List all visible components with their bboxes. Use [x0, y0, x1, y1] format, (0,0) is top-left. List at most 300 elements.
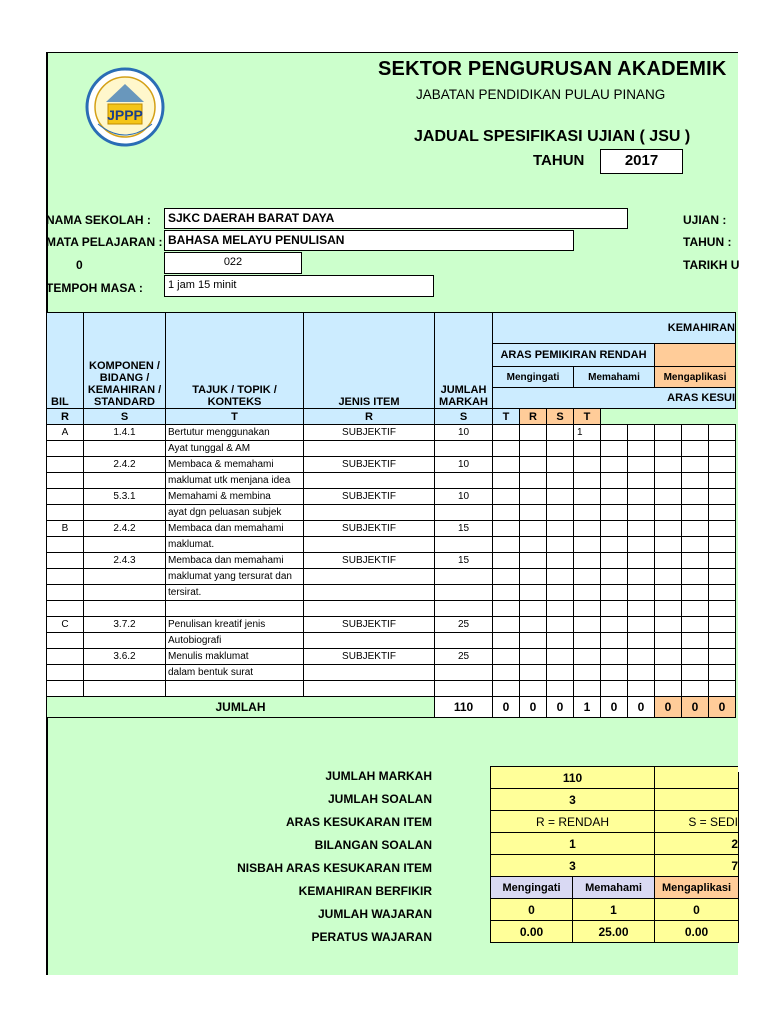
table-row	[47, 489, 736, 505]
rst-cell[interactable]	[709, 601, 736, 617]
jenis-item-cell[interactable]: SUBJEKTIF	[304, 553, 435, 569]
jenis-item-cell[interactable]: SUBJEKTIF	[304, 649, 435, 665]
rst-header-cell: T	[166, 409, 304, 425]
rst-cell[interactable]	[628, 633, 655, 649]
rst-cell[interactable]	[628, 569, 655, 585]
rst-cell[interactable]	[655, 505, 682, 521]
rst-cell[interactable]	[601, 681, 628, 697]
bil-rendah-value: 1	[491, 833, 655, 855]
tajuk-cell[interactable]: maklumat utk menjana idea	[166, 473, 304, 489]
rst-cell[interactable]	[601, 649, 628, 665]
rst-cell[interactable]	[682, 681, 709, 697]
rst-cell[interactable]	[520, 633, 547, 649]
rst-cell[interactable]	[709, 649, 736, 665]
right-year-label: TAHUN :	[683, 235, 732, 249]
rst-cell[interactable]	[601, 601, 628, 617]
markah-cell[interactable]	[435, 441, 493, 457]
rst-cell[interactable]	[655, 489, 682, 505]
bil-cell[interactable]: B	[47, 521, 84, 537]
rst-cell[interactable]	[493, 537, 520, 553]
rst-cell[interactable]	[520, 601, 547, 617]
summary-label: PERATUS WAJARAN	[311, 930, 432, 944]
rst-cell[interactable]	[655, 521, 682, 537]
rst-cell[interactable]	[682, 601, 709, 617]
rst-cell[interactable]	[601, 633, 628, 649]
standard-cell[interactable]	[84, 681, 166, 697]
rst-cell[interactable]	[655, 473, 682, 489]
table-row	[47, 553, 736, 569]
table-row	[47, 505, 736, 521]
peratus-mengingati: 0.00	[491, 921, 573, 943]
nisbah-sederhana-value: 7	[655, 855, 739, 877]
rst-cell[interactable]	[574, 457, 601, 473]
school-field[interactable]: SJKC DAERAH BARAT DAYA	[164, 208, 628, 229]
bil-cell[interactable]	[47, 489, 84, 505]
rst-cell[interactable]	[628, 649, 655, 665]
tajuk-cell[interactable]: Bertutur menggunakan	[166, 425, 304, 441]
jenis-item-cell[interactable]	[304, 681, 435, 697]
rst-cell[interactable]	[628, 441, 655, 457]
rst-cell[interactable]	[628, 457, 655, 473]
rst-cell[interactable]	[547, 569, 574, 585]
rst-cell[interactable]	[547, 457, 574, 473]
markah-cell[interactable]: 25	[435, 617, 493, 633]
tajuk-cell[interactable]: ayat dgn peluasan subjek	[166, 505, 304, 521]
rst-cell[interactable]	[547, 649, 574, 665]
bil-cell[interactable]	[47, 473, 84, 489]
kemahiran-header: KEMAHIRAN	[493, 313, 736, 344]
rst-cell[interactable]	[628, 425, 655, 441]
rst-cell[interactable]	[682, 569, 709, 585]
spec-table	[46, 312, 736, 718]
rst-cell[interactable]	[520, 553, 547, 569]
total-markah: 110	[435, 697, 493, 718]
rst-cell[interactable]	[547, 601, 574, 617]
tajuk-cell[interactable]: tersirat.	[166, 585, 304, 601]
rst-header-cell: R	[304, 409, 435, 425]
rst-cell[interactable]	[682, 537, 709, 553]
jenis-item-cell[interactable]	[304, 585, 435, 601]
markah-cell[interactable]	[435, 537, 493, 553]
bil-cell[interactable]	[47, 569, 84, 585]
rst-cell[interactable]	[493, 473, 520, 489]
table-row	[47, 681, 736, 697]
rst-cell[interactable]	[628, 665, 655, 681]
rst-cell[interactable]	[709, 457, 736, 473]
summary-label: JUMLAH WAJARAN	[318, 907, 432, 921]
rst-cell[interactable]	[655, 457, 682, 473]
rst-cell[interactable]	[682, 665, 709, 681]
rst-cell[interactable]	[628, 473, 655, 489]
rst-cell[interactable]	[520, 457, 547, 473]
aras-kesukaran-header: ARAS KESUI	[493, 388, 736, 409]
peratus-memahami: 25.00	[573, 921, 655, 943]
rst-cell[interactable]	[520, 665, 547, 681]
standard-cell[interactable]	[84, 633, 166, 649]
rst-cell[interactable]	[628, 553, 655, 569]
rst-cell[interactable]	[493, 489, 520, 505]
markah-cell[interactable]: 10	[435, 457, 493, 473]
standard-cell[interactable]: 3.7.2	[84, 617, 166, 633]
bil-cell[interactable]	[47, 457, 84, 473]
rst-cell[interactable]	[574, 585, 601, 601]
rst-cell[interactable]	[682, 617, 709, 633]
rst-cell[interactable]	[682, 553, 709, 569]
table-row	[47, 537, 736, 553]
rst-cell[interactable]	[601, 553, 628, 569]
rst-cell[interactable]	[601, 569, 628, 585]
rst-cell[interactable]	[628, 537, 655, 553]
rst-header-cell: T	[493, 409, 520, 425]
tajuk-cell[interactable]: maklumat.	[166, 537, 304, 553]
summary-table	[490, 766, 739, 943]
rst-cell[interactable]	[520, 441, 547, 457]
bil-cell[interactable]	[47, 441, 84, 457]
standard-cell[interactable]: 1.4.1	[84, 425, 166, 441]
markah-cell[interactable]: 25	[435, 649, 493, 665]
rst-cell[interactable]	[520, 585, 547, 601]
rst-cell[interactable]	[493, 521, 520, 537]
tajuk-cell[interactable]: dalam bentuk surat	[166, 665, 304, 681]
jenis-item-cell[interactable]	[304, 441, 435, 457]
rst-cell[interactable]	[547, 521, 574, 537]
jppp-logo	[84, 66, 166, 148]
total-cell: 0	[709, 697, 736, 718]
rst-cell[interactable]	[574, 489, 601, 505]
markah-cell[interactable]	[435, 585, 493, 601]
rst-cell[interactable]	[520, 521, 547, 537]
rst-cell[interactable]	[601, 425, 628, 441]
rst-cell[interactable]	[628, 585, 655, 601]
rst-cell[interactable]	[574, 569, 601, 585]
bil-cell[interactable]	[47, 537, 84, 553]
rst-header-cell: S	[435, 409, 493, 425]
rst-cell[interactable]	[547, 473, 574, 489]
rst-cell[interactable]	[601, 665, 628, 681]
markah-cell[interactable]	[435, 633, 493, 649]
tajuk-cell[interactable]: Membaca dan memahami	[166, 521, 304, 537]
kemahiran-mengingati: Mengingati	[491, 877, 573, 899]
duration-field[interactable]: 1 jam 15 minit	[164, 275, 434, 297]
tajuk-cell[interactable]: maklumat yang tersurat dan	[166, 569, 304, 585]
standard-cell[interactable]: 3.6.2	[84, 649, 166, 665]
kemahiran-mengaplikasi: Mengaplikasi	[655, 877, 739, 899]
markah-cell[interactable]	[435, 569, 493, 585]
tajuk-cell[interactable]: Ayat tunggal & AM	[166, 441, 304, 457]
rst-cell[interactable]	[520, 425, 547, 441]
jenis-item-cell[interactable]: SUBJEKTIF	[304, 425, 435, 441]
rst-cell[interactable]	[520, 537, 547, 553]
rst-cell[interactable]	[655, 649, 682, 665]
rst-cell[interactable]	[655, 633, 682, 649]
rst-cell[interactable]	[709, 473, 736, 489]
rst-cell[interactable]	[547, 441, 574, 457]
table-row	[47, 665, 736, 681]
rst-cell[interactable]	[547, 681, 574, 697]
rst-cell[interactable]: 1	[574, 425, 601, 441]
rst-cell[interactable]	[493, 681, 520, 697]
standard-cell[interactable]	[84, 473, 166, 489]
svg-text:JPPP: JPPP	[107, 107, 143, 123]
standard-cell[interactable]: 2.4.2	[84, 521, 166, 537]
bil-cell[interactable]	[47, 649, 84, 665]
table-row	[47, 521, 736, 537]
jenis-item-cell[interactable]	[304, 505, 435, 521]
jumlah-soalan-value: 3	[491, 789, 655, 811]
bil-cell[interactable]	[47, 585, 84, 601]
total-cell: 0	[601, 697, 628, 718]
markah-cell[interactable]: 15	[435, 553, 493, 569]
rst-cell[interactable]	[709, 521, 736, 537]
rst-cell[interactable]	[574, 633, 601, 649]
markah-cell[interactable]	[435, 601, 493, 617]
rst-cell[interactable]	[493, 585, 520, 601]
rst-cell[interactable]	[574, 665, 601, 681]
rst-cell[interactable]	[493, 441, 520, 457]
bil-cell[interactable]	[47, 553, 84, 569]
rst-cell[interactable]	[547, 633, 574, 649]
tajuk-cell[interactable]	[166, 681, 304, 697]
rst-cell[interactable]	[682, 441, 709, 457]
rst-cell[interactable]	[682, 633, 709, 649]
summary-label: ARAS KESUKARAN ITEM	[285, 815, 432, 829]
rst-cell[interactable]	[520, 489, 547, 505]
rst-cell[interactable]	[601, 505, 628, 521]
jenis-item-cell[interactable]	[304, 665, 435, 681]
rst-cell[interactable]	[682, 425, 709, 441]
rst-cell[interactable]	[709, 681, 736, 697]
standard-cell[interactable]	[84, 601, 166, 617]
bil-cell[interactable]	[47, 633, 84, 649]
rst-cell[interactable]	[574, 617, 601, 633]
rst-cell[interactable]	[628, 681, 655, 697]
peratus-mengaplikasi: 0.00	[655, 921, 739, 943]
rst-cell[interactable]	[655, 665, 682, 681]
rst-cell[interactable]	[601, 617, 628, 633]
rst-cell[interactable]	[682, 585, 709, 601]
bil-cell[interactable]	[47, 601, 84, 617]
rst-cell[interactable]	[520, 681, 547, 697]
rst-cell[interactable]	[547, 617, 574, 633]
rst-cell[interactable]	[574, 473, 601, 489]
summary-label: KEMAHIRAN BERFIKIR	[298, 884, 432, 898]
rst-cell[interactable]	[574, 649, 601, 665]
rst-cell[interactable]	[574, 553, 601, 569]
table-row	[47, 457, 736, 473]
jenis-item-cell[interactable]: SUBJEKTIF	[304, 617, 435, 633]
rst-cell[interactable]	[709, 537, 736, 553]
year-field[interactable]: 2017	[600, 149, 683, 174]
rst-cell[interactable]	[709, 441, 736, 457]
rst-cell[interactable]	[709, 553, 736, 569]
blank-cell	[655, 767, 739, 789]
jenis-item-cell[interactable]	[304, 633, 435, 649]
jumlah-markah-value: 110	[491, 767, 655, 789]
rst-cell[interactable]	[655, 681, 682, 697]
code-field[interactable]: 022	[164, 252, 302, 274]
exam-label: UJIAN :	[683, 213, 727, 227]
rst-cell[interactable]	[601, 489, 628, 505]
bil-cell[interactable]: C	[47, 617, 84, 633]
rst-cell[interactable]	[655, 537, 682, 553]
jenis-item-cell[interactable]	[304, 601, 435, 617]
rst-cell[interactable]	[628, 617, 655, 633]
markah-cell[interactable]: 10	[435, 489, 493, 505]
rst-cell[interactable]	[574, 537, 601, 553]
rst-cell[interactable]	[493, 425, 520, 441]
rst-cell[interactable]	[655, 617, 682, 633]
summary-label: JUMLAH MARKAH	[325, 769, 432, 783]
tajuk-cell[interactable]: Membaca & memahami	[166, 457, 304, 473]
markah-cell[interactable]	[435, 681, 493, 697]
page-title: SEKTOR PENGURUSAN AKADEMIK	[378, 58, 727, 80]
rst-cell[interactable]	[547, 553, 574, 569]
rst-cell[interactable]	[574, 601, 601, 617]
rst-cell[interactable]	[520, 505, 547, 521]
rst-cell[interactable]	[709, 489, 736, 505]
zero-label: 0	[76, 258, 83, 272]
markah-cell[interactable]	[435, 505, 493, 521]
rst-cell[interactable]	[601, 585, 628, 601]
standard-cell[interactable]	[84, 537, 166, 553]
subject-field[interactable]: BAHASA MELAYU PENULISAN	[164, 230, 574, 251]
total-cell: 0	[520, 697, 547, 718]
tajuk-cell[interactable]: Penulisan kreatif jenis	[166, 617, 304, 633]
aras-rendah-header: ARAS PEMIKIRAN RENDAH	[493, 344, 655, 367]
rst-cell[interactable]	[682, 505, 709, 521]
bil-cell[interactable]	[47, 505, 84, 521]
rst-cell[interactable]	[709, 569, 736, 585]
tajuk-cell[interactable]: Autobiografi	[166, 633, 304, 649]
memahami-header: Memahami	[574, 367, 655, 388]
rst-cell[interactable]	[709, 617, 736, 633]
rst-cell[interactable]	[628, 505, 655, 521]
rst-cell[interactable]	[574, 505, 601, 521]
rst-cell[interactable]	[547, 537, 574, 553]
rst-cell[interactable]	[547, 665, 574, 681]
rst-cell[interactable]	[493, 601, 520, 617]
rst-cell[interactable]	[709, 585, 736, 601]
rst-cell[interactable]	[709, 665, 736, 681]
rst-cell[interactable]	[493, 505, 520, 521]
rst-header-cell: S	[84, 409, 166, 425]
rst-cell[interactable]	[628, 521, 655, 537]
standard-cell[interactable]	[84, 505, 166, 521]
rst-cell[interactable]	[628, 601, 655, 617]
jenis-item-cell[interactable]: SUBJEKTIF	[304, 521, 435, 537]
rst-cell[interactable]	[601, 537, 628, 553]
rst-cell[interactable]	[655, 569, 682, 585]
jenis-item-cell[interactable]	[304, 537, 435, 553]
markah-cell[interactable]: 10	[435, 425, 493, 441]
rst-cell[interactable]	[682, 489, 709, 505]
rst-cell[interactable]	[655, 601, 682, 617]
standard-cell[interactable]: 5.3.1	[84, 489, 166, 505]
rst-cell[interactable]	[493, 457, 520, 473]
rst-cell[interactable]	[493, 617, 520, 633]
standard-cell[interactable]: 2.4.3	[84, 553, 166, 569]
rst-cell[interactable]	[655, 553, 682, 569]
rst-cell[interactable]	[682, 457, 709, 473]
bil-cell[interactable]: A	[47, 425, 84, 441]
page-subtitle: JABATAN PENDIDIKAN PULAU PINANG	[416, 87, 666, 102]
rst-cell[interactable]	[682, 473, 709, 489]
rst-cell[interactable]	[682, 649, 709, 665]
rst-cell[interactable]	[547, 585, 574, 601]
jenis-item-cell[interactable]	[304, 473, 435, 489]
rst-cell[interactable]	[709, 633, 736, 649]
mengingati-header: Mengingati	[493, 367, 574, 388]
standard-cell[interactable]	[84, 585, 166, 601]
total-cell: 0	[493, 697, 520, 718]
rst-cell[interactable]	[493, 665, 520, 681]
rst-cell[interactable]	[493, 569, 520, 585]
jenis-item-cell[interactable]: SUBJEKTIF	[304, 457, 435, 473]
markah-cell[interactable]	[435, 665, 493, 681]
table-row	[47, 569, 736, 585]
rst-header-cell: R	[47, 409, 84, 425]
rst-cell[interactable]	[574, 681, 601, 697]
table-row	[47, 441, 736, 457]
rst-cell[interactable]	[601, 521, 628, 537]
rst-cell[interactable]	[574, 441, 601, 457]
col-jumlah: JUMLAH MARKAH	[435, 313, 493, 409]
rst-cell[interactable]	[520, 569, 547, 585]
rst-cell[interactable]	[601, 473, 628, 489]
bil-sederhana-value: 2	[655, 833, 739, 855]
rst-cell[interactable]	[520, 617, 547, 633]
rst-cell[interactable]	[655, 441, 682, 457]
tajuk-cell[interactable]: Memahami & membina	[166, 489, 304, 505]
bil-cell[interactable]	[47, 681, 84, 697]
rst-cell[interactable]	[493, 633, 520, 649]
rst-cell[interactable]	[574, 521, 601, 537]
tajuk-cell[interactable]: Membaca dan memahami	[166, 553, 304, 569]
rst-cell[interactable]	[709, 505, 736, 521]
tajuk-cell[interactable]	[166, 601, 304, 617]
rst-cell[interactable]	[682, 521, 709, 537]
tajuk-cell[interactable]: Menulis maklumat	[166, 649, 304, 665]
standard-cell[interactable]	[84, 665, 166, 681]
markah-cell[interactable]: 15	[435, 521, 493, 537]
rst-cell[interactable]	[601, 457, 628, 473]
rst-cell[interactable]	[601, 441, 628, 457]
rst-cell[interactable]	[520, 473, 547, 489]
jenis-item-cell[interactable]	[304, 569, 435, 585]
jenis-item-cell[interactable]: SUBJEKTIF	[304, 489, 435, 505]
standard-cell[interactable]	[84, 441, 166, 457]
standard-cell[interactable]: 2.4.2	[84, 457, 166, 473]
table-row	[47, 617, 736, 633]
table-row	[47, 601, 736, 617]
rst-cell[interactable]	[547, 505, 574, 521]
rst-cell[interactable]	[547, 489, 574, 505]
rst-cell[interactable]	[547, 425, 574, 441]
rst-cell[interactable]	[493, 553, 520, 569]
rst-cell[interactable]	[628, 489, 655, 505]
col-tajuk: TAJUK / TOPIK / KONTEKS	[166, 313, 304, 409]
rst-cell[interactable]	[655, 425, 682, 441]
rst-cell[interactable]	[709, 425, 736, 441]
rst-cell[interactable]	[493, 649, 520, 665]
rst-cell[interactable]	[655, 585, 682, 601]
rst-header-cell: T	[574, 409, 601, 425]
standard-cell[interactable]	[84, 569, 166, 585]
bil-cell[interactable]	[47, 665, 84, 681]
rst-cell[interactable]	[520, 649, 547, 665]
table-row	[47, 425, 736, 441]
markah-cell[interactable]	[435, 473, 493, 489]
